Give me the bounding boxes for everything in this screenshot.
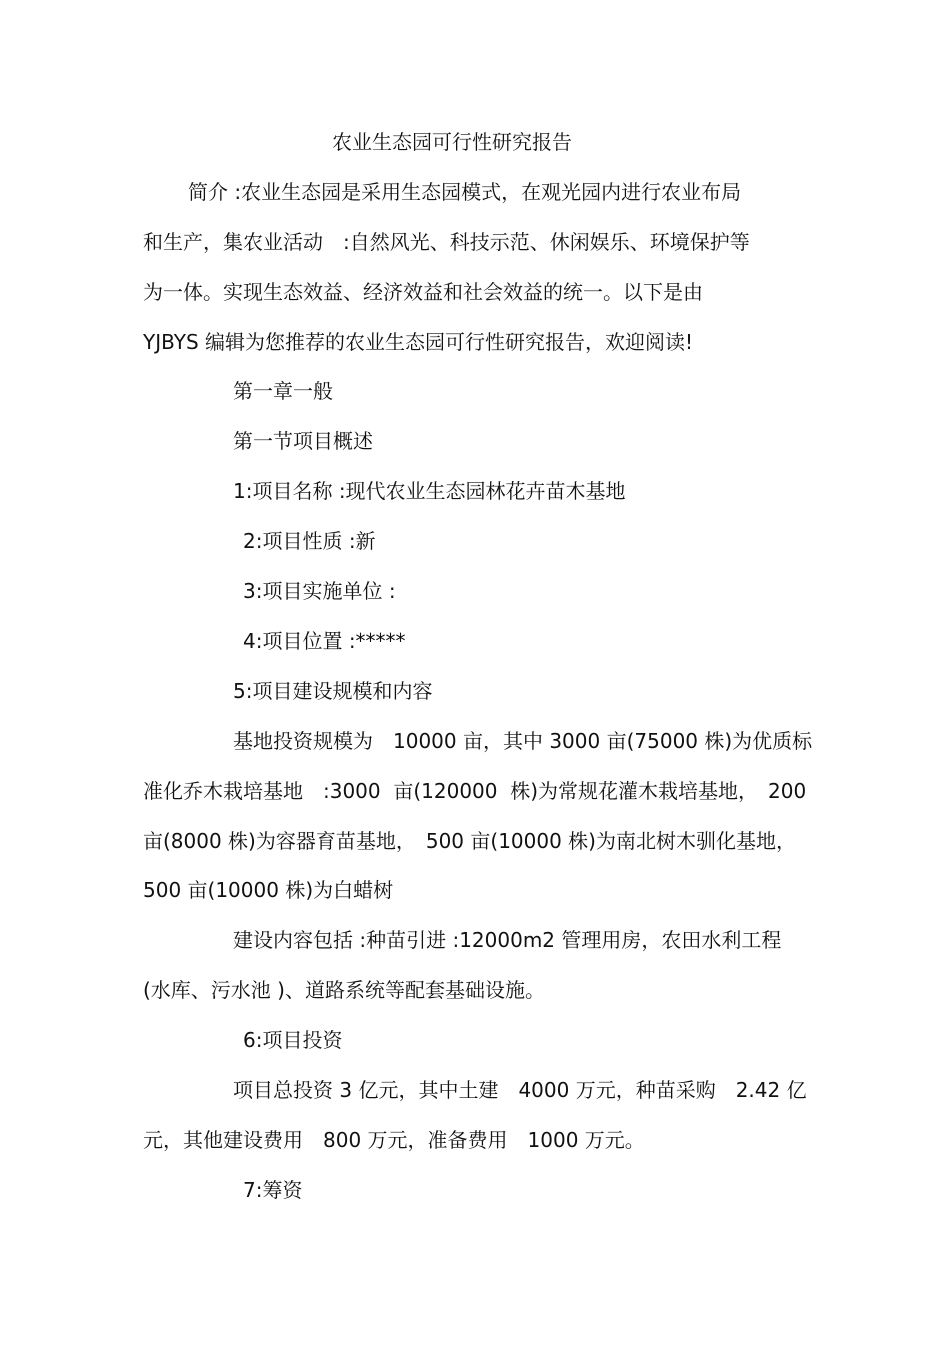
scale-line-2: 准化乔木栽培基地 :3000 亩(120000 株)为常规花灌木栽培基地， 200 (143, 779, 807, 803)
intro-line-3: 为一体。实现生态效益、经济效益和社会效益的统一。以下是由 (143, 280, 703, 304)
scale-line-4: 500 亩(10000 株)为白蜡树 (143, 878, 394, 902)
scale-line-1: 基地投资规模为 10000 亩，其中 3000 亩(75000 株)为优质标 (233, 729, 813, 753)
content-line-1: 建设内容包括 :种苗引进 :12000m2 管理用房，农田水利工程 (233, 928, 782, 952)
document-title: 农业生态园可行性研究报告 (332, 130, 572, 154)
scale-line-3: 亩(8000 株)为容器育苗基地， 500 亩(10000 株)为南北树木驯化基地， (143, 829, 796, 853)
item-project-name: 1:项目名称 :现代农业生态园林花卉苗木基地 (233, 479, 626, 503)
item-project-nature: 2:项目性质 :新 (243, 529, 376, 553)
intro-line-4: YJBYS 编辑为您推荐的农业生态园可行性研究报告，欢迎阅读! (143, 330, 694, 354)
investment-line-2: 元，其他建设费用 800 万元，准备费用 1000 万元。 (143, 1128, 645, 1152)
section-heading: 第一节项目概述 (233, 429, 373, 453)
item-implementing-unit: 3:项目实施单位 : (243, 579, 396, 603)
intro-line-1: 简介 :农业生态园是采用生态园模式，在观光园内进行农业布局 (188, 180, 742, 204)
item-project-location: 4:项目位置 :***** (243, 629, 406, 653)
content-line-2: (水库、污水池 )、道路系统等配套基础设施。 (143, 978, 545, 1002)
item-financing-heading: 7:筹资 (243, 1178, 303, 1202)
item-construction-scale: 5:项目建设规模和内容 (233, 679, 433, 703)
item-investment-heading: 6:项目投资 (243, 1028, 343, 1052)
investment-line-1: 项目总投资 3 亿元，其中土建 4000 万元，种苗采购 2.42 亿 (233, 1078, 807, 1102)
chapter-heading: 第一章一般 (233, 379, 333, 403)
intro-line-2: 和生产，集农业活动 :自然风光、科技示范、休闲娱乐、环境保护等 (143, 230, 750, 254)
